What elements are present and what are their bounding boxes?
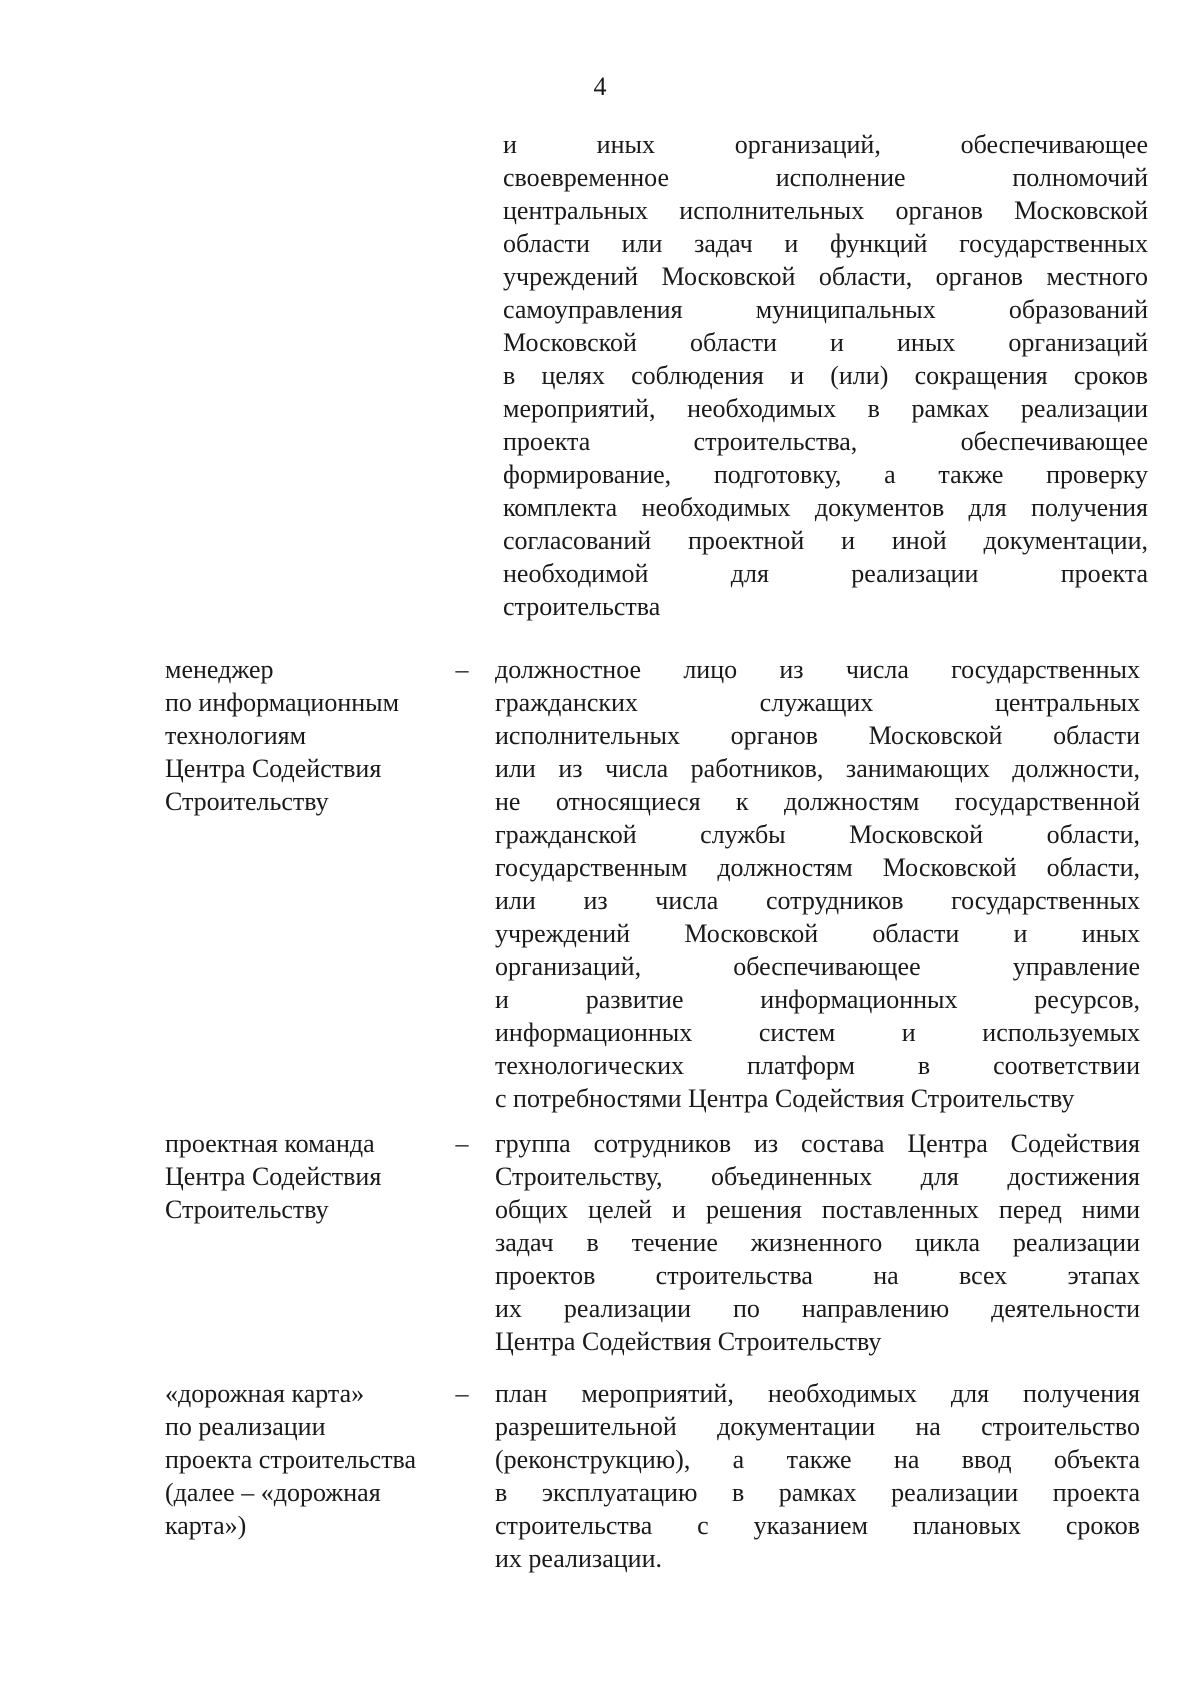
text-line: и иных организаций, обеспечивающее bbox=[503, 130, 1148, 159]
text-line: с потребностями Центра Содействия Строительству bbox=[495, 1084, 1075, 1113]
text-line: центральных исполнительных органов Московской bbox=[503, 196, 1148, 225]
page-number: 4 bbox=[593, 72, 607, 101]
text-line: или из числа сотрудников государственных bbox=[495, 886, 1140, 915]
text-line: или из числа работников, занимающих должности, bbox=[495, 754, 1140, 783]
term-it-manager bbox=[165, 653, 455, 818]
text-line: план мероприятий, необходимых для получения bbox=[495, 1379, 1140, 1408]
text-line: и развитие информационных ресурсов, bbox=[495, 985, 1140, 1014]
text-line: общих целей и решения поставленных перед ними bbox=[495, 1195, 1140, 1224]
text-line: информационных систем и используемых bbox=[495, 1018, 1140, 1047]
term-line: проекта строительства bbox=[165, 1445, 417, 1474]
definition-project-team bbox=[495, 1127, 1140, 1358]
continued-definition-text bbox=[503, 128, 1148, 623]
text-line: исполнительных органов Московской области bbox=[495, 721, 1140, 750]
term-line: технологиям bbox=[165, 721, 307, 750]
term-line: Центра Содействия bbox=[165, 754, 382, 783]
text-line: в целях соблюдения и (или) сокращения сроков bbox=[503, 361, 1148, 390]
text-line: задач в течение жизненного цикла реализации bbox=[495, 1228, 1140, 1257]
term-line: менеджер bbox=[165, 655, 274, 684]
term-project-team bbox=[165, 1127, 455, 1226]
text-line: разрешительной документации на строительство bbox=[495, 1412, 1140, 1441]
text-line: Московской области и иных организаций bbox=[503, 328, 1148, 357]
text-line: организаций, обеспечивающее управление bbox=[495, 952, 1140, 981]
definition-it-manager bbox=[495, 653, 1140, 1115]
text-line: Центра Содействия Строительству bbox=[495, 1327, 882, 1356]
term-line: карта») bbox=[165, 1511, 247, 1540]
term-line: Строительству bbox=[165, 787, 329, 816]
text-line: в эксплуатацию в рамках реализации проекта bbox=[495, 1478, 1140, 1507]
text-line: их реализации по направлению деятельности bbox=[495, 1294, 1140, 1323]
text-line: учреждений Московской области и иных bbox=[495, 919, 1140, 948]
term-line: «дорожная карта» bbox=[165, 1379, 365, 1408]
text-line: мероприятий, необходимых в рамках реализации bbox=[503, 394, 1148, 423]
text-line: согласований проектной и иной документации, bbox=[503, 526, 1148, 555]
term-line: Строительству bbox=[165, 1195, 329, 1224]
text-line: строительства bbox=[503, 592, 661, 621]
text-line: необходимой для реализации проекта bbox=[503, 559, 1148, 588]
term-line: Центра Содействия bbox=[165, 1162, 382, 1191]
text-line: (реконструкцию), а также на ввод объекта bbox=[495, 1445, 1140, 1474]
term-line: по информационным bbox=[165, 688, 400, 717]
term-line: по реализации bbox=[165, 1412, 326, 1441]
continued-definition bbox=[503, 128, 1148, 623]
definition-roadmap bbox=[495, 1377, 1140, 1575]
text-line: своевременное исполнение полномочий bbox=[503, 163, 1148, 192]
text-line: гражданских служащих центральных bbox=[495, 688, 1140, 717]
text-line: области или задач и функций государственных bbox=[503, 229, 1148, 258]
text-line: группа сотрудников из состава Центра Содействия bbox=[495, 1129, 1140, 1158]
term-roadmap bbox=[165, 1377, 455, 1542]
definition-dash: – bbox=[455, 1379, 469, 1408]
text-line: проекта строительства, обеспечивающее bbox=[503, 427, 1148, 456]
text-line: государственным должностям Московской области, bbox=[495, 853, 1140, 882]
text-line: должностное лицо из числа государственных bbox=[495, 655, 1140, 684]
definition-dash: – bbox=[455, 1129, 469, 1158]
text-line: самоуправления муниципальных образований bbox=[503, 295, 1148, 324]
term-line: проектная команда bbox=[165, 1129, 375, 1158]
text-line: технологических платформ в соответствии bbox=[495, 1051, 1140, 1080]
text-line: проектов строительства на всех этапах bbox=[495, 1261, 1140, 1290]
text-line: не относящиеся к должностям государственной bbox=[495, 787, 1140, 816]
term-line: (далее – «дорожная bbox=[165, 1478, 381, 1507]
text-line: комплекта необходимых документов для получения bbox=[503, 493, 1148, 522]
text-line: их реализации. bbox=[495, 1544, 662, 1573]
text-line: строительства с указанием плановых сроков bbox=[495, 1511, 1140, 1540]
definition-dash: – bbox=[455, 655, 469, 684]
text-line: учреждений Московской области, органов местного bbox=[503, 262, 1148, 291]
text-line: гражданской службы Московской области, bbox=[495, 820, 1140, 849]
text-line: формирование, подготовку, а также проверку bbox=[503, 460, 1148, 489]
text-line: Строительству, объединенных для достижения bbox=[495, 1162, 1140, 1191]
